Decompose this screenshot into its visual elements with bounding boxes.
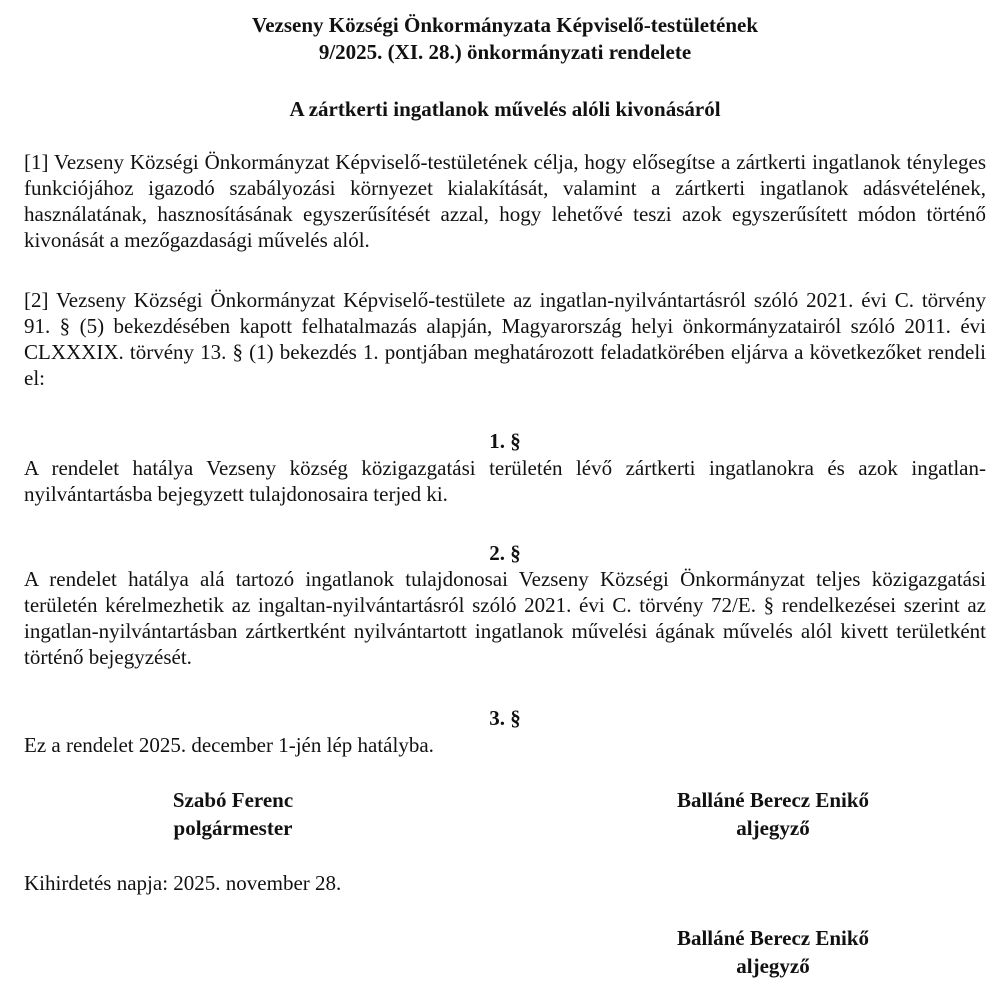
promulgation-signer-name: Balláné Berecz Enikő — [676, 926, 870, 950]
signature-deputy-notary-title: aljegyző — [736, 816, 810, 840]
regulation-number: 9/2025. (XI. 28.) önkormányzati rendelete — [318, 40, 692, 64]
signature-mayor — [83, 786, 383, 842]
promulgation-signature — [623, 924, 923, 980]
section-1-heading: 1. § — [489, 429, 521, 453]
regulation-subject: A zártkerti ingatlanok művelés alóli kivonásáról — [289, 97, 721, 121]
issuer-title: Vezseny Községi Önkormányzata Képviselő-testületének — [251, 13, 759, 37]
signature-mayor-title: polgármester — [173, 816, 293, 840]
section-3-heading: 3. § — [489, 706, 521, 730]
signature-mayor-name: Szabó Ferenc — [172, 788, 294, 812]
section-1-text: A rendelet hatálya Vezseny község közigazgatási területén lévő zártkerti ingatlanokra és azok ingatlan-nyilvántartásba bejegyzett tulajdonosaira terjed ki. — [24, 456, 986, 506]
document-header — [24, 12, 986, 66]
section-2-heading: 2. § — [489, 541, 521, 565]
preamble-paragraph-2: [2] Vezseny Községi Önkormányzat Képviselő-testülete az ingatlan-nyilvántartásról szóló 2021. évi C. törvény 91. § (5) bekezdésében kapott felhatalmazás alapján, Magyarország helyi önkormányzatairól szóló 2011. évi CLXXXIX. törvény 13. § (1) bekezdés 1. pontjában meghatározott feladatkörében eljárva a következőket rendeli el: — [24, 288, 986, 390]
promulgation-signer-title: aljegyző — [736, 954, 810, 978]
document-subject-block — [24, 96, 986, 123]
preamble-paragraph-1: [1] Vezseny Községi Önkormányzat Képviselő-testületének célja, hogy elősegítse a zártkerti ingatlanok tényleges funkciójához igazodó szabályozási környezet kialakítását, valamint a zártkerti ingatlanok adásvételének, használatának, hasznosításának egyszerűsítését azzal, hogy lehetővé teszi azok egyszerűsített módon történő kivonását a mezőgazdasági művelés alól. — [24, 150, 986, 252]
section-3-text: Ez a rendelet 2025. december 1-jén lép hatályba. — [24, 733, 434, 757]
signature-deputy-notary — [623, 786, 923, 842]
promulgation-date: Kihirdetés napja: 2025. november 28. — [24, 871, 342, 895]
signature-deputy-notary-name: Balláné Berecz Enikő — [676, 788, 870, 812]
section-2-text: A rendelet hatálya alá tartozó ingatlanok tulajdonosai Vezseny Községi Önkormányzat teljes közigazgatási területén kérelmezhetik az ingaltan-nyilvántartásról szóló 2021. évi C. törvény 72/E. § rendelkezései szerint az ingatlan-nyilvántartásban zártkertként nyilvántartott ingatlanok művelési ágának művelés alól kivett területként történő bejegyzését. — [24, 567, 986, 669]
